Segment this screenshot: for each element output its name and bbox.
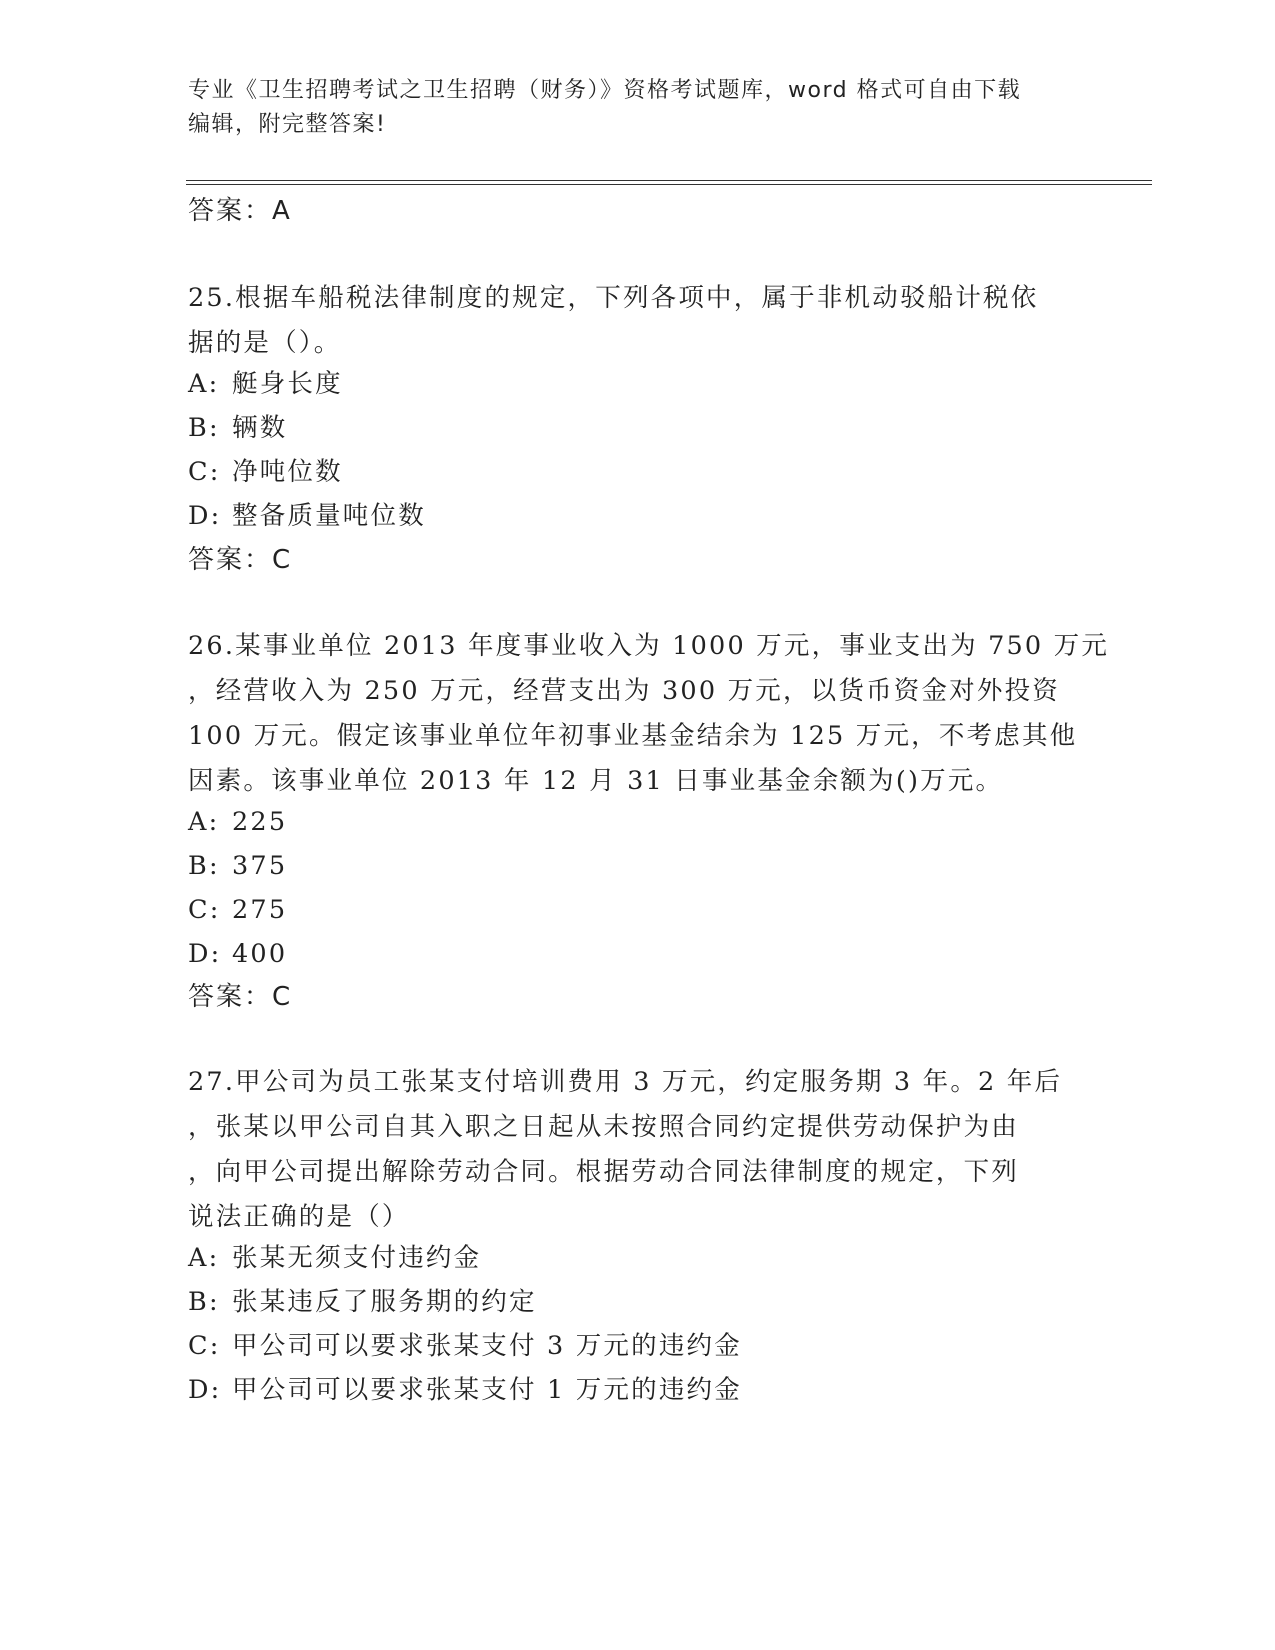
option-letter: C:	[188, 1331, 221, 1361]
question-25-line-2: 据的是（）。	[188, 328, 342, 358]
question-25-option-c	[188, 454, 343, 490]
option-letter: B:	[188, 1287, 220, 1317]
page-header	[188, 74, 1088, 142]
option-letter: B:	[188, 413, 220, 443]
option-letter: D:	[188, 501, 222, 531]
question-26-line-1: 26.某事业单位 2013 年度事业收入为 1000 万元，事业支出为 750 万元	[188, 631, 1110, 661]
question-25-option-d	[188, 498, 426, 534]
question-26-option-c	[188, 892, 287, 928]
previous-answer: 答案：A	[188, 196, 292, 226]
question-26-option-d	[188, 936, 287, 972]
option-text: 275	[232, 895, 288, 925]
question-26-option-b	[188, 848, 287, 884]
option-text: 艇身长度	[232, 369, 343, 399]
option-text: 225	[232, 807, 288, 837]
option-letter: B:	[188, 851, 220, 881]
question-27-line-2: ，张某以甲公司自其入职之日起从未按照合同约定提供劳动保护为由	[188, 1112, 1020, 1142]
option-letter: A:	[188, 807, 220, 837]
option-letter: C:	[188, 895, 221, 925]
header-rule-top	[186, 180, 1152, 181]
question-27-text	[188, 1060, 1088, 1240]
question-27-option-c	[188, 1328, 742, 1364]
option-letter: A:	[188, 369, 220, 399]
question-25-option-b	[188, 410, 287, 446]
option-text: 净吨位数	[232, 457, 343, 487]
question-25-option-a	[188, 366, 343, 402]
option-letter: C:	[188, 457, 221, 487]
option-letter: D:	[188, 1375, 222, 1405]
question-25-answer: 答案：C	[188, 545, 293, 575]
option-text: 甲公司可以要求张某支付 1 万元的违约金	[232, 1375, 742, 1405]
option-text: 400	[232, 939, 288, 969]
option-text: 张某无须支付违约金	[232, 1243, 482, 1273]
question-26-line-2: ，经营收入为 250 万元，经营支出为 300 万元，以货币资金对外投资	[188, 676, 1060, 706]
option-text: 张某违反了服务期的约定	[232, 1287, 537, 1317]
question-26-answer: 答案：C	[188, 982, 293, 1012]
header-rule-bottom	[186, 184, 1152, 185]
question-26-option-a	[188, 804, 287, 840]
question-26-line-3: 100 万元。假定该事业单位年初事业基金结余为 125 万元，不考虑其他	[188, 721, 1078, 751]
question-27-line-3: ，向甲公司提出解除劳动合同。根据劳动合同法律制度的规定，下列	[188, 1157, 1020, 1187]
question-25-text	[188, 276, 1088, 366]
option-letter: A:	[188, 1243, 220, 1273]
question-27-line-4: 说法正确的是（）	[188, 1202, 410, 1232]
header-line-1: 专业《卫生招聘考试之卫生招聘（财务）》资格考试题库，word 格式可自由下载	[188, 78, 1022, 103]
option-text: 辆数	[232, 413, 288, 443]
header-line-2: 编辑，附完整答案!	[188, 112, 387, 137]
option-text: 甲公司可以要求张某支付 3 万元的违约金	[232, 1331, 742, 1361]
option-text: 整备质量吨位数	[232, 501, 426, 531]
question-25-line-1: 25.根据车船税法律制度的规定，下列各项中，属于非机动驳船计税依	[188, 283, 1039, 313]
question-27-line-1: 27.甲公司为员工张某支付培训费用 3 万元，约定服务期 3 年。2 年后	[188, 1067, 1063, 1097]
question-26-line-4: 因素。该事业单位 2013 年 12 月 31 日事业基金余额为()万元。	[188, 766, 1004, 796]
question-27-option-b	[188, 1284, 537, 1320]
option-letter: D:	[188, 939, 222, 969]
option-text: 375	[232, 851, 288, 881]
question-26-text	[188, 624, 1110, 804]
question-27-option-d	[188, 1372, 742, 1408]
question-27-option-a	[188, 1240, 481, 1276]
